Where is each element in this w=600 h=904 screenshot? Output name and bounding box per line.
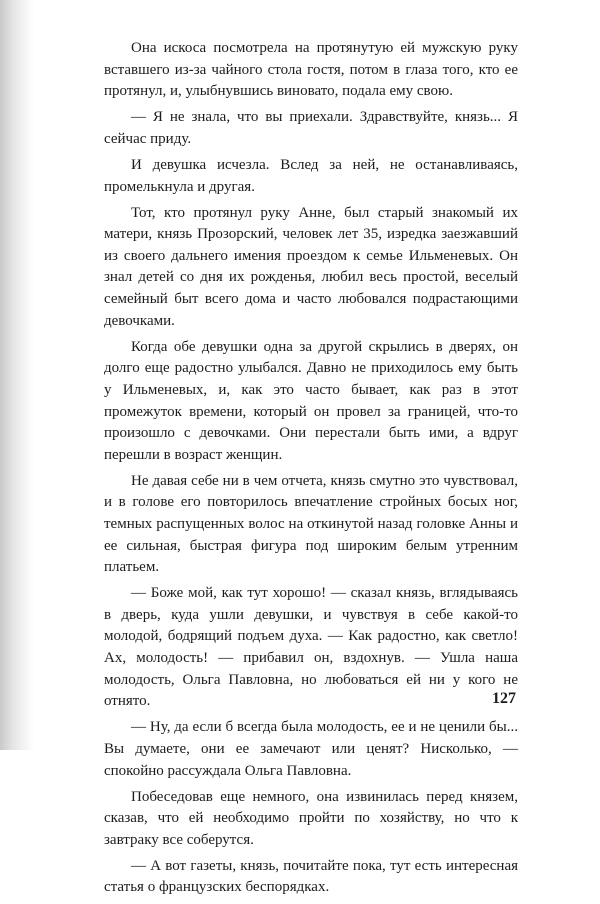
paragraph: И девушка исчезла. Вслед за ней, не останавливаясь, промелькнула и другая. bbox=[104, 156, 518, 195]
book-spine-shadow bbox=[0, 0, 34, 750]
paragraph: — Я не знала, что вы приехали. Здравствуйте, князь... Я сейчас приду. bbox=[104, 109, 518, 147]
paragraph: Она искоса посмотрела на протянутую ей мужскую руку вставшего из-за чайного стола гостя, потом в глаза того, кто ее протянул, и, улыбнувшись виновато, подала ему свою. bbox=[104, 40, 518, 100]
body-text bbox=[104, 38, 518, 904]
page-number: 127 bbox=[492, 690, 516, 707]
paragraph: — Боже мой, как тут хорошо! — сказал князь, вглядываясь в дверь, куда ушли девушки, и чувствуя в себе какой-то молодой, бодрящий подъем духа. — Как радостно, как светло! Ах, молодость! — прибавил он, вздохнув. — Ушла наша молодость, Ольга Павловна, но любоваться ей ни у кого не отнято. bbox=[104, 585, 518, 710]
paragraph: Не давая себе ни в чем отчета, князь смутно это чувствовал, и в голове его повторилось впечатление стройных босых ног, темных распущенных волос на откинутой назад головке Анны и ее сильная, быстрая фигура под широким белым утренним платьем. bbox=[104, 472, 518, 576]
paragraph: Тот, кто протянул руку Анне, был старый знакомый их матери, князь Прозорский, человек лет 35, изредка заезжавший из своего дальнего имения проездом к семье Ильменевых. Он знал детей со дня их рожденья, любил весь простой, веселый семейный быт всего дома и часто любовался подрастающими девочками. bbox=[104, 204, 518, 329]
paragraph: Когда обе девушки одна за другой скрылись в дверях, он долго еще радостно улыбался. Давно не приходилось ему быть у Ильменевых, и, как это часто бывает, как раз в этот промежуток времени, который он провел за границей, что-то произошло с девочками. Они перестали быть ими, а вдруг перешли в возраст женщин. bbox=[104, 338, 518, 463]
paragraph: — А вот газеты, князь, почитайте пока, тут есть интересная статья о французских беспорядках. bbox=[104, 857, 518, 896]
paragraph: Побеседовав еще немного, она извинилась перед князем, сказав, что ей необходимо пройти по хозяйству, но что к завтраку все соберутся. bbox=[104, 788, 518, 848]
paragraph: — Ну, да если б всегда была молодость, ее и не ценили бы... Вы думаете, они ее замечают или ценят? Нисколько, — спокойно рассуждала Ольга Павловна. bbox=[104, 719, 518, 779]
